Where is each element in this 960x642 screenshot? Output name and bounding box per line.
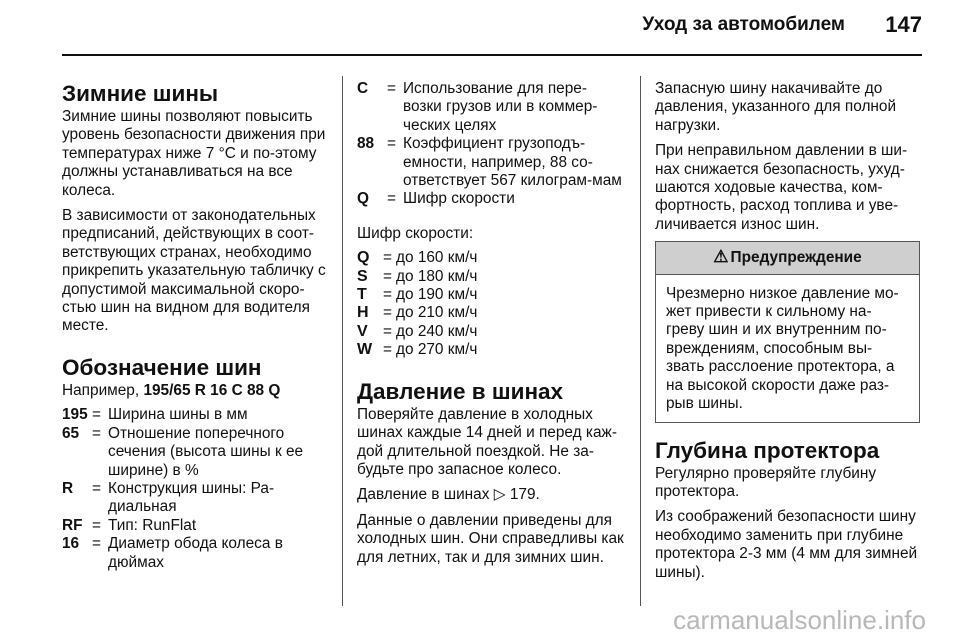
example-code: 195/65 R 16 C 88 Q: [143, 381, 281, 399]
definition-value: Ширина шины в мм: [108, 406, 248, 424]
page-number: 147: [885, 12, 922, 37]
definition-key: 65: [62, 424, 80, 442]
column-divider-1: [342, 76, 343, 606]
warning-text: Чрезмерно низкое давление мо-жет привести к сильному на-греву шин и их внутренним по-вреждениям, способным вы-звать расслоение протектора, а на высокой скорости даже раз-рыв шины.: [666, 284, 899, 413]
example-label: Например,: [62, 381, 140, 399]
definition-row: R = Конструкция шины: Ра-диальная: [62, 480, 326, 517]
speed-key: T: [357, 286, 367, 304]
speed-value: до 270 км/ч: [396, 341, 478, 359]
column-divider-2: [640, 76, 641, 606]
definition-key: 195: [62, 406, 88, 424]
winter-paragraph-2: В зависимости от законодательных предписаний, действующих в соот-ветствующих странах, необходимо прикрепить указательную табличку с допустимой максимальной скоро-стью шин на видном для водителя месте.: [62, 207, 326, 335]
definition-value: Использование для пере-возки грузов или в коммер-ческих целях: [403, 80, 598, 134]
page-reference-icon: ▷: [493, 486, 506, 504]
pressure-paragraph-1: Поверяйте давление в холодных шинах каждые 14 дней и перед каж-дой длительной поездкой. Не за-будьте про запасное колесо.: [357, 405, 617, 478]
tread-paragraph-1: Регулярно проверяйте глубину протектора.: [655, 464, 877, 500]
speed-row: V = до 240 км/ч: [357, 323, 625, 341]
definition-value: Диаметр обода колеса в дюймах: [108, 535, 283, 571]
marking-example: [62, 382, 326, 400]
watermark: carmanualsonline.info: [673, 605, 926, 635]
heading-tire-pressure: Давление в шинах: [357, 378, 564, 404]
speed-key: Q: [357, 249, 370, 267]
speed-value: до 160 км/ч: [396, 249, 478, 267]
column-1: [62, 80, 326, 580]
wrong-pressure-paragraph: При неправильном давлении в ши-нах снижается безопасность, ухуд-шаются ходовые качества, ком-фортность, расход топлива и уве-личивается износ шин.: [655, 142, 908, 233]
speed-code-list: [357, 249, 625, 359]
header-rule: [62, 54, 922, 56]
speed-row: Q = до 160 км/ч: [357, 249, 625, 267]
column-3: [655, 80, 920, 589]
speed-key: W: [357, 341, 373, 359]
definition-key: C: [357, 80, 369, 97]
heading-tire-marking: Обозначение шин: [62, 354, 262, 380]
speed-row: H = до 210 км/ч: [357, 304, 625, 322]
pressure-paragraph-3: Данные о давлении приведены для холодных шин. Они справедливы как для летних, так и для зимних шин.: [357, 511, 624, 566]
definition-value: Тип: RunFlat: [108, 516, 197, 534]
definition-value: Отношение поперечного сечения (высота шины к ее ширине) в %: [108, 424, 304, 479]
speed-row: S = до 180 км/ч: [357, 268, 625, 286]
spare-tire-paragraph: Запасную шину накачивайте до давления, указанного для полной нагрузки.: [655, 80, 897, 134]
definition-key: 88: [357, 135, 375, 153]
definition-row: 195 = Ширина шины в мм: [62, 406, 326, 424]
speed-key: S: [357, 267, 368, 285]
speed-row: W = до 270 км/ч: [357, 341, 625, 359]
heading-winter-tires: Зимние шины: [62, 81, 219, 106]
speed-key: V: [357, 322, 368, 340]
definition-row: 88 = Коэффициент грузоподъ-емности, например, 88 со-ответствует 567 килограм-мам: [357, 135, 625, 190]
marking-definitions: [62, 406, 326, 572]
speed-value: до 180 км/ч: [396, 267, 478, 285]
definition-row: 65 = Отношение поперечного сечения (высота шины к ее ширине) в %: [62, 425, 326, 480]
heading-tread-depth: Глубина протектора: [655, 437, 880, 463]
definition-row: 16 = Диаметр обода колеса в дюймах: [62, 535, 326, 572]
speed-value: до 190 км/ч: [396, 286, 478, 304]
definition-row: RF = Тип: RunFlat: [62, 517, 326, 535]
speed-code-label: Шифр скорости:: [357, 224, 474, 242]
definition-row: Q = Шифр скорости: [357, 190, 625, 208]
column-2: [357, 80, 625, 574]
speed-row: T = до 190 км/ч: [357, 286, 625, 304]
pressure-paragraph-2: Давление в шинах ▷ 179.: [357, 486, 540, 504]
definition-value: Конструкция шины: Ра-диальная: [108, 479, 275, 516]
definition-key: R: [62, 479, 74, 497]
definition-row: C = Использование для пере-возки грузов или в коммер-ческих целях: [357, 80, 625, 135]
definition-key: 16: [62, 535, 80, 553]
definition-value: Шифр скорости: [403, 190, 515, 208]
speed-value: до 240 км/ч: [396, 322, 478, 340]
definition-value: Коэффициент грузоподъ-емности, например, 88 со-ответствует 567 килограм-мам: [403, 135, 622, 190]
tread-paragraph-2: Из соображений безопасности шину необходимо заменить при глубине протектора 2-3 мм (4 мм для зимней шины).: [655, 508, 918, 581]
definition-key: RF: [62, 516, 83, 534]
warning-triangle-icon: ⚠: [713, 247, 729, 267]
warning-box: [655, 241, 920, 422]
speed-key: H: [357, 304, 369, 322]
page-reference-link[interactable]: 179.: [509, 486, 540, 504]
warning-title: Предупреждение: [730, 249, 862, 267]
winter-paragraph-1: Зимние шины позволяют повысить уровень безопасности движения при температурах ниже 7 °C и по-этому должны устанавливаться на все колеса.: [62, 108, 326, 199]
page-header-title: Уход за автомобилем: [642, 14, 845, 35]
warning-header: [656, 242, 919, 274]
speed-value: до 210 км/ч: [396, 304, 478, 322]
marking-definitions-cont: [357, 80, 625, 209]
definition-key: Q: [357, 190, 369, 208]
